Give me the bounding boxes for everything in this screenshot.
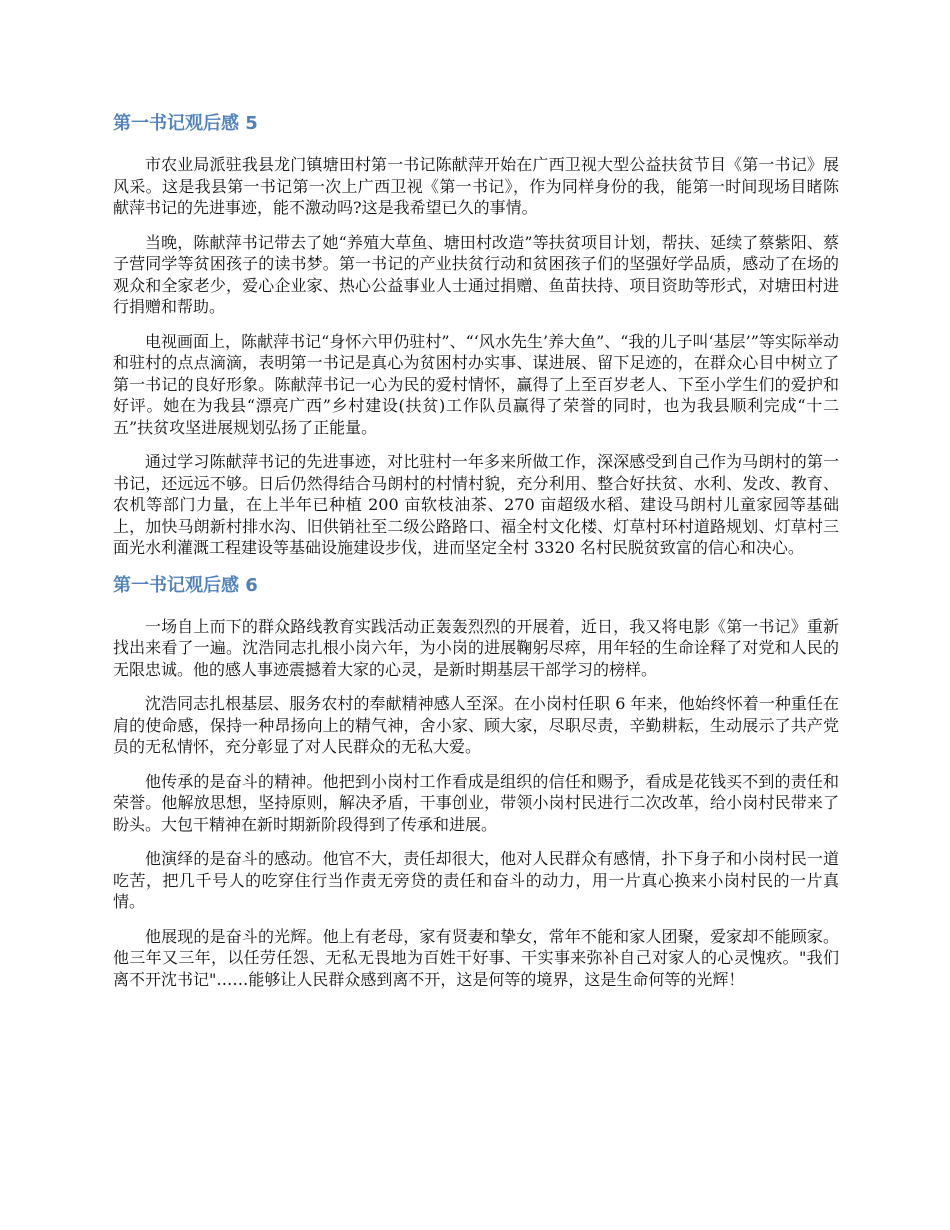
paragraph: 市农业局派驻我县龙门镇塘田村第一书记陈献萍开始在广西卫视大型公益扶贫节目《第一书记》展风采。这是我县第一书记第一次上广西卫视《第一书记》，作为同样身份的我，能第一时间现场目睹陈献萍书记的先进事迹，能不激动吗?这是我希望已久的事情。	[113, 155, 839, 217]
section-title: 第一书记观后感 5	[113, 113, 258, 134]
section-6	[113, 572, 839, 991]
paragraph: 一场自上而下的群众路线教育实践活动正轰轰烈烈的开展着，近日，我又将电影《第一书记》重新找出来看了一遍。沈浩同志扎根小岗六年，为小岗的进展鞠躬尽瘁，用年轻的生命诠释了对党和人民的无限忠诚。他的感人事迹震撼着大家的心灵，是新时期基层干部学习的榜样。	[113, 616, 839, 679]
paragraph: 沈浩同志扎根基层、服务农村的奉献精神感人至深。在小岗村任职 6 年来，他始终怀着一种重任在肩的使命感，保持一种昂扬向上的精气神，舍小家、顾大家，尽职尽责，辛勤耕耘，生动展示了共产党员的无私情怀，充分彰显了对人民群众的无私大爱。	[113, 694, 839, 756]
paragraph: 他演绎的是奋斗的感动。他官不大，责任却很大，他对人民群众有感情，扑下身子和小岗村民一道吃苦，把几千号人的吃穿住行当作责无旁贷的责任和奋斗的动力，用一片真心换来小岗村民的一片真情。	[113, 849, 839, 911]
section-5	[113, 110, 839, 559]
paragraph: 当晚，陈献萍书记带去了她“养殖大草鱼、塘田村改造”等扶贫项目计划，帮扶、延续了蔡紫阳、蔡子营同学等贫困孩子的读书梦。第一书记的产业扶贫行动和贫困孩子们的坚强好学品质，感动了在场的观众和全家老少，爱心企业家、热心公益事业人士通过捐赠、鱼苗扶持、项目资助等形式，对塘田村进行捐赠和帮助。	[113, 232, 839, 316]
document-page	[113, 110, 839, 1003]
paragraph: 电视画面上，陈献萍书记“身怀六甲仍驻村”、“‘风水先生’养大鱼”、“我的儿子叫‘基层’”等实际举动和驻村的点点滴滴，表明第一书记是真心为贫困村办实事、谋进展、留下足迹的，在群众心目中树立了第一书记的良好形象。陈献萍书记一心为民的爱村情怀，赢得了上至百岁老人、下至小学生们的爱护和好评。她在为我县“漂亮广西”乡村建设(扶贫)工作队员赢得了荣誉的同时，也为我县顺利完成“十二五”扶贫攻坚进展规划弘扬了正能量。	[113, 331, 839, 437]
section-title: 第一书记观后感 6	[113, 574, 258, 596]
paragraph: 他展现的是奋斗的光辉。他上有老母，家有贤妻和挚女，常年不能和家人团聚，爱家却不能顾家。他三年又三年，以任劳任怨、无私无畏地为百姓干好事、干实事来弥补自己对家人的心灵愧疚。"我们离不开沈书记"……能够让人民群众感到离不开，这是何等的境界，这是生命何等的光辉！	[113, 926, 839, 989]
paragraph: 他传承的是奋斗的精神。他把到小岗村工作看成是组织的信任和赐予，看成是花钱买不到的责任和荣誉。他解放思想，坚持原则，解决矛盾，干事创业，带领小岗村民进行二次改革，给小岗村民带来了盼头。大包干精神在新时期新阶段得到了传承和进展。	[113, 771, 839, 834]
paragraph: 通过学习陈献萍书记的先进事迹，对比驻村一年多来所做工作，深深感受到自己作为马朗村的第一书记，还远远不够。日后仍然得结合马朗村的村情村貌，充分利用、整合好扶贫、水利、发改、教育、农机等部门力量，在上半年已种植 200 亩软枝油茶、270 亩超级水稻、建设马朗村儿童家园等基础上，加快马朗新村排水沟、旧供销社至二级公路路口、福全村文化楼、灯草村环村道路规划、灯草村三面光水利灌溉工程建设等基础设施建设步伐，进而坚定全村 3320 名村民脱贫致富的信心和决心。	[113, 452, 839, 557]
